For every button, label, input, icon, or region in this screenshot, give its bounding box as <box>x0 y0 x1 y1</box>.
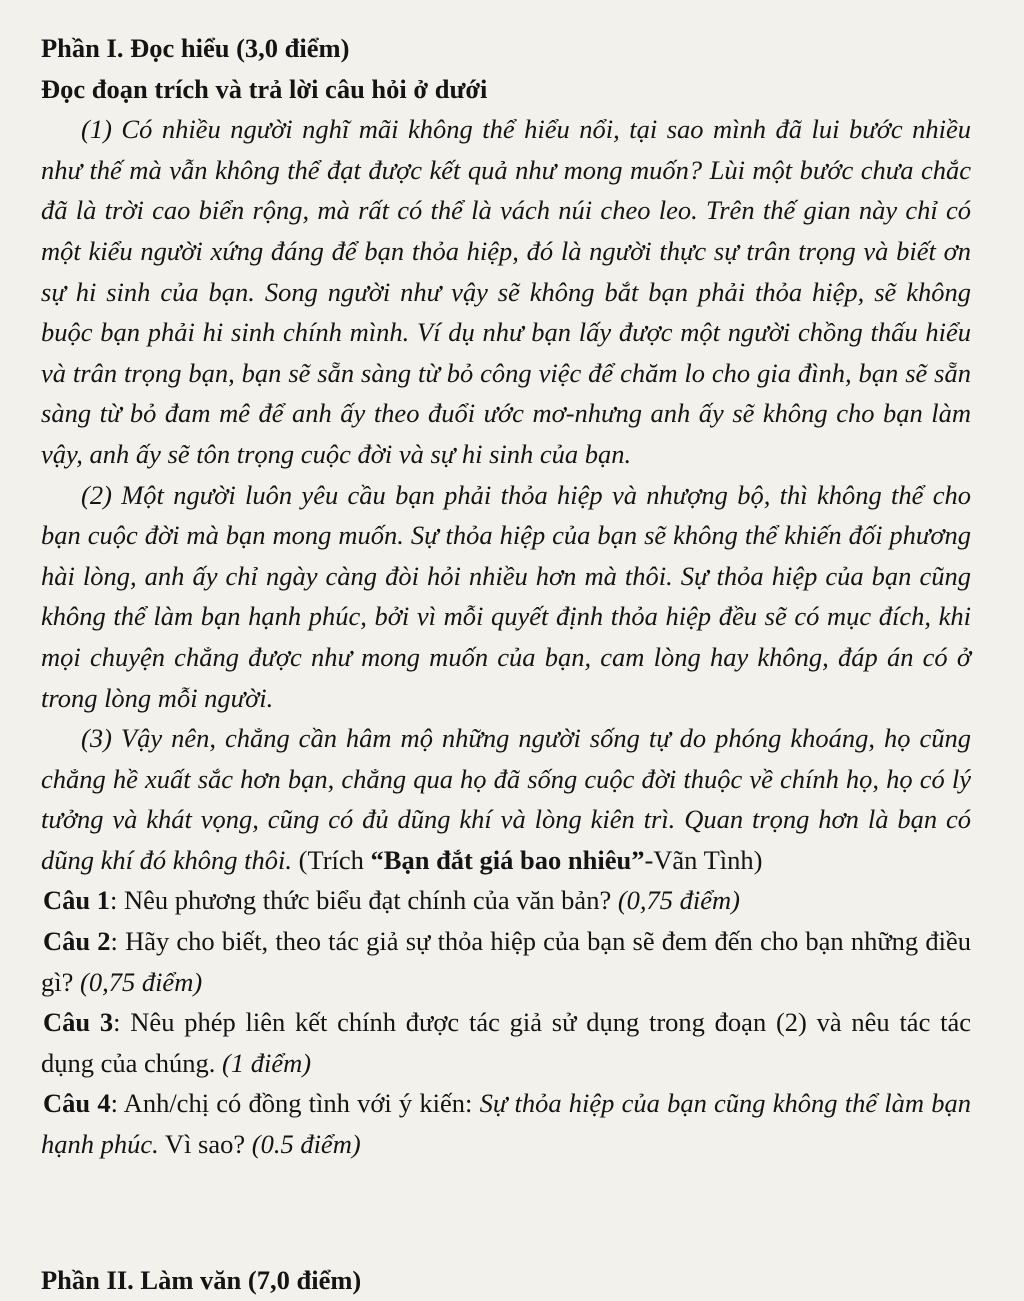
question-1-label: Câu 1 <box>43 885 111 916</box>
question-3-points: (1 điểm) <box>222 1047 312 1078</box>
question-4-quote: Sự thỏa hiệp của bạn cũng không thể làm bạn hạnh phúc. <box>41 1088 971 1160</box>
question-4 <box>41 1083 971 1164</box>
question-4-text2: Vì sao? <box>158 1129 252 1160</box>
question-4-points: (0.5 điểm) <box>251 1129 361 1160</box>
question-4-text: : Anh/chị có đồng tình với ý kiến: <box>110 1088 480 1119</box>
source-open: (Trích <box>292 844 371 875</box>
next-section-heading-cutoff: Phần II. Làm văn (7,0 điểm) <box>41 1265 362 1295</box>
question-3 <box>41 1002 971 1083</box>
question-3-text: : Nêu phép liên kết chính được tác giả sử dụng trong đoạn (2) và nêu tác tác dụng của chúng. <box>41 1007 971 1078</box>
instruction-heading: Đọc đoạn trích và trả lời câu hỏi ở dưới <box>41 73 488 104</box>
question-2-text: : Hãy cho biết, theo tác giả sự thỏa hiệp của bạn sẽ đem đến cho bạn những điều gì? <box>41 926 971 997</box>
question-1 <box>41 880 971 921</box>
document-page <box>41 28 971 1165</box>
question-2 <box>41 921 971 1002</box>
question-1-points: (0,75 điểm) <box>617 885 740 916</box>
source-author: -Vãn Tình) <box>644 844 763 875</box>
question-3-label: Câu 3 <box>43 1007 114 1038</box>
section-heading: Phần I. Đọc hiểu (3,0 điểm) <box>41 33 350 63</box>
passage-paragraph-2: (2) Một người luôn yêu cầu bạn phải thỏa hiệp và nhượng bộ, thì không thể cho bạn cuộc đời mà bạn mong muốn. Sự thỏa hiệp của bạn sẽ không thể khiến đối phương hài lòng, anh ấy chỉ ngày càng đòi hỏi nhiều hơn mà thôi. Sự thỏa hiệp của bạn cũng không thể làm bạn hạnh phúc, bởi vì mỗi quyết định thỏa hiệp đều sẽ có mục đích, khi mọi chuyện chẳng được như mong muốn của bạn, cam lòng hay không, đáp án có ở trong lòng mỗi người. <box>41 479 971 713</box>
passage-paragraph-3 <box>41 718 971 880</box>
question-2-points: (0,75 điểm) <box>80 966 203 997</box>
source-title: “Bạn đắt giá bao nhiêu” <box>370 844 645 875</box>
question-1-text: : Nêu phương thức biểu đạt chính của văn bản? <box>110 885 618 916</box>
question-4-label: Câu 4 <box>43 1088 111 1119</box>
question-2-label: Câu 2 <box>43 926 111 957</box>
passage-paragraph-3-text: (3) Vậy nên, chẳng cần hâm mộ những người sống tự do phóng khoáng, họ cũng chẳng hề xuất sắc hơn bạn, chẳng qua họ đã sống cuộc đời thuộc về chính họ, họ có lý tưởng và khát vọng, cũng có đủ dũng khí và lòng kiên trì. Quan trọng hơn là bạn có dũng khí đó không thôi. <box>41 723 971 875</box>
passage-paragraph-1: (1) Có nhiều người nghĩ mãi không thể hiểu nổi, tại sao mình đã lui bước nhiều như thế mà vẫn không thể đạt được kết quả như mong muốn? Lùi một bước chưa chắc đã là trời cao biển rộng, mà rất có thể là vách núi cheo leo. Trên thế gian này chỉ có một kiểu người xứng đáng để bạn thỏa hiệp, đó là người thực sự trân trọng và biết ơn sự hi sinh của bạn. Song người như vậy sẽ không bắt bạn phải thỏa hiệp, sẽ không buộc bạn phải hi sinh chính mình. Ví dụ như bạn lấy được một người chồng thấu hiểu và trân trọng bạn, bạn sẽ sẵn sàng từ bỏ công việc để chăm lo cho gia đình, bạn sẽ sẵn sàng từ bỏ đam mê để anh ấy theo đuổi ước mơ-nhưng anh ấy sẽ không cho bạn làm vậy, anh ấy sẽ tôn trọng cuộc đời và sự hi sinh của bạn. <box>41 114 971 469</box>
